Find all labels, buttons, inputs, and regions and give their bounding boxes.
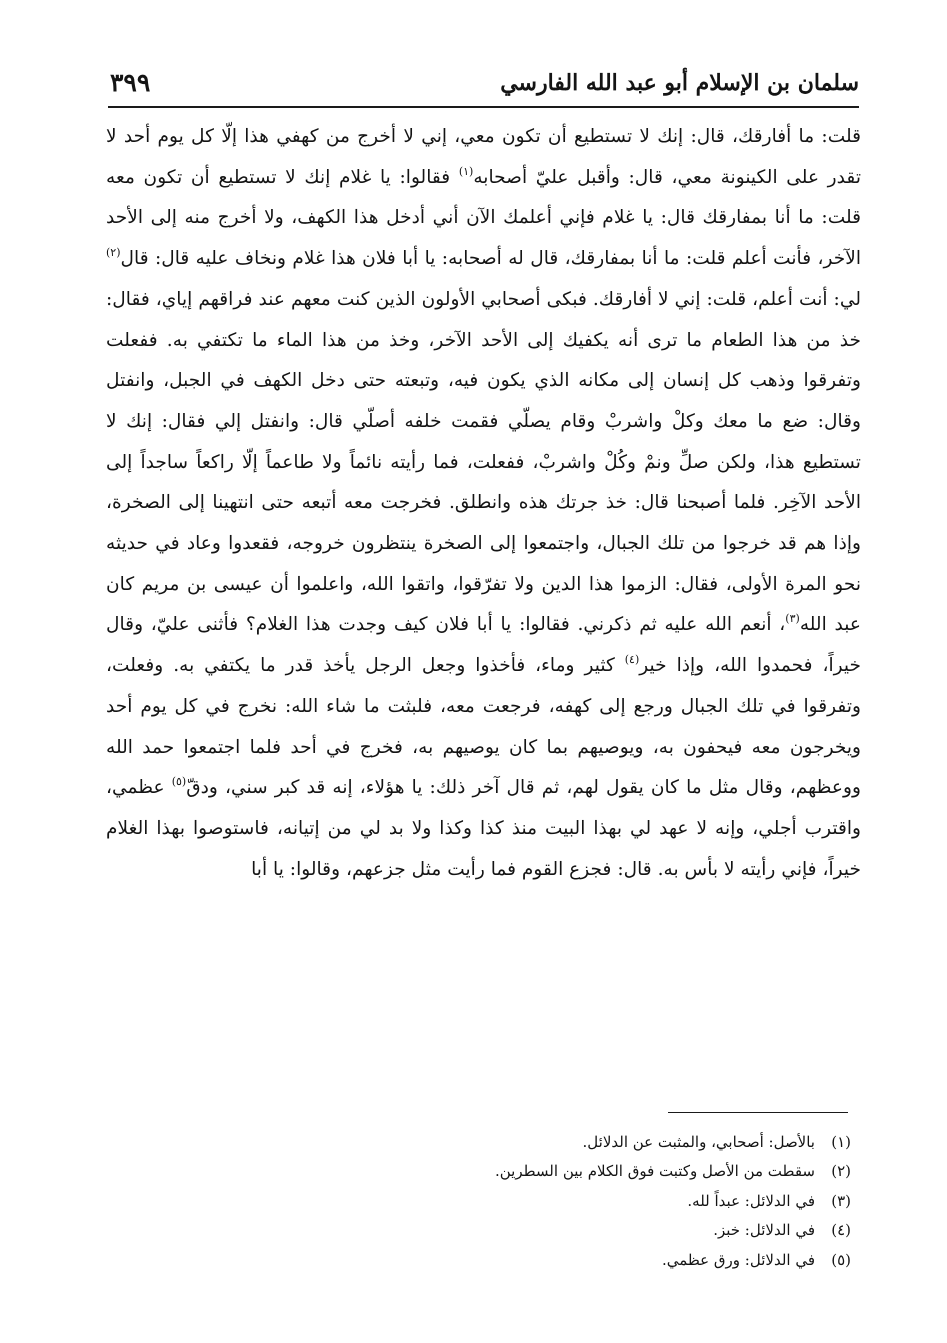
footnote-text: بالأصل: أصحابي، والمثبت عن الدلائل. xyxy=(582,1133,815,1151)
footnote-5 xyxy=(495,1246,851,1275)
footnote-rule xyxy=(668,1112,848,1113)
footnote-2 xyxy=(495,1157,851,1186)
footnote-number: (٤) xyxy=(831,1221,851,1240)
body-segment: ، أنعم الله عليه ثم ذكرني. فقالوا: يا أبا فلان كيف وجدت هذا الغلام؟ فأثنى عليّ، وقال خيراً، فحمدوا الله، وإذا خير xyxy=(106,614,861,677)
footnote-ref-3: (٣) xyxy=(785,612,800,626)
body-text xyxy=(106,117,861,890)
running-title: سلمان بن الإسلام أبو عبد الله الفارسي xyxy=(500,70,859,96)
running-head xyxy=(108,64,859,100)
footnote-3 xyxy=(495,1187,851,1216)
footnote-text: في الدلائل: ورق عظمي. xyxy=(661,1250,815,1269)
footnote-number: (٢) xyxy=(831,1162,851,1181)
footnote-text: في الدلائل: خبز. xyxy=(713,1221,815,1240)
footnote-text: سقطت من الأصل وكتبت فوق الكلام بين السطرين. xyxy=(494,1162,815,1181)
footnote-ref-1: (١) xyxy=(458,164,474,178)
footnote-number: (٥) xyxy=(831,1250,851,1269)
footnote-text: في الدلائل: عبداً لله. xyxy=(687,1191,815,1210)
body-segment: لي: أنت أعلم، قلت: إني لا أفارقك. فبكى أصحابي الأولون الذين كنت معهم عند فراقهم إياي، فقال: خذ من هذا الطعام ما ترى أنه يكفيك إلى الأحد الآخر، وخذ من هذا الماء ما تكتفي به. ففعلت وتفرقوا وذهب كل إنسان إلى مكانه الذي يكون فيه، وتبعته حتى دخل الكهف في الجبل، وانفتل وقال: ضع ما معك وكلْ واشربْ وقام يصلّي فقمت خلفه أصلّي قال: وانفتل إلي فقال: إنك لا تستطيع هذا، ولكن صلِّ ونمْ وكُلْ واشربْ، ففعلت، فما رأيته نائماً ولا طاعماً إلّا راكعاً ساجداً إلى الأحد الآخِر. فلما أصبحنا قال: خذ جرتك هذه وانطلق. فخرجت معه أتبعه حتى انتهينا إلى الصخرة، وإذا هم قد خرجوا من تلك الجبال، واجتمعوا إلى الصخرة ينتظرون خروجه، فقعدوا وعاد في حديثه نحو المرة الأولى، فقال: الزموا هذا الدين ولا تفرّقوا، واتقوا الله، واعلموا أن عيسى بن مريم كان عبد الله xyxy=(106,288,861,636)
footnotes xyxy=(495,1128,851,1275)
page-number: ٣٩٩ xyxy=(110,68,151,97)
header-rule xyxy=(108,106,859,108)
footnote-1 xyxy=(495,1128,851,1157)
body-segment: فقالوا: يا غلام إنك لا تستطيع أن تكون معه قلت: ما أنا بمفارقك قال: يا غلام فإني أعلمك الآن أني أدخل هذا الكهف، ولا أخرج منه إلى الأحد الآخر، فأنت أعلم قلت: ما أنا بمفارقك، قال له أصحابه: يا أبا فلان هذا غلام ونخاف عليه قال: قال xyxy=(106,166,861,270)
body-segment: عظمي، واقترب أجلي، وإنه لا عهد لي بهذا البيت منذ كذا وكذا ولا بد لي من إتيانه، فاستوصوا بهذا الغلام خيراً، فإني رأيته لا بأس به. قال: فجزع القوم فما رأيت مثل جزعهم، وقالوا: يا أبا xyxy=(106,777,861,880)
footnote-ref-4: (٤) xyxy=(624,653,640,667)
footnote-number: (١) xyxy=(831,1133,851,1151)
body-segment: كثير وماء، فأخذوا وجعل الرجل يأخذ قدر ما يكتفي به. وفعلت، وتفرقوا في تلك الجبال ورجع إلى كهفه، فرجعت معه، فلبثت ما شاء الله: نخرج في كل يوم أحد ويخرجون معه فيحفون به، ويوصيهم بما كان يوصيهم به، فخرج في أحد فلما اجتمعوا حمد الله ووعظهم، وقال مثل ما كان يقول لهم، ثم قال آخر ذلك: يا هؤلاء، إنه قد كبر سني، ودقّ xyxy=(106,655,861,799)
footnote-ref-5: (٥) xyxy=(171,775,187,789)
footnote-ref-2: (٢) xyxy=(106,246,121,260)
footnote-number: (٣) xyxy=(831,1191,851,1210)
footnote-4 xyxy=(495,1216,851,1245)
body-segment: قلت: ما أفارقك، قال: إنك لا تستطيع أن تكون معي، إني لا أخرج من كهفي هذا إلّا كل يوم أحد لا تقدر على الكينونة معي، قال: وأقبل عليّ أصحابه xyxy=(106,126,861,188)
